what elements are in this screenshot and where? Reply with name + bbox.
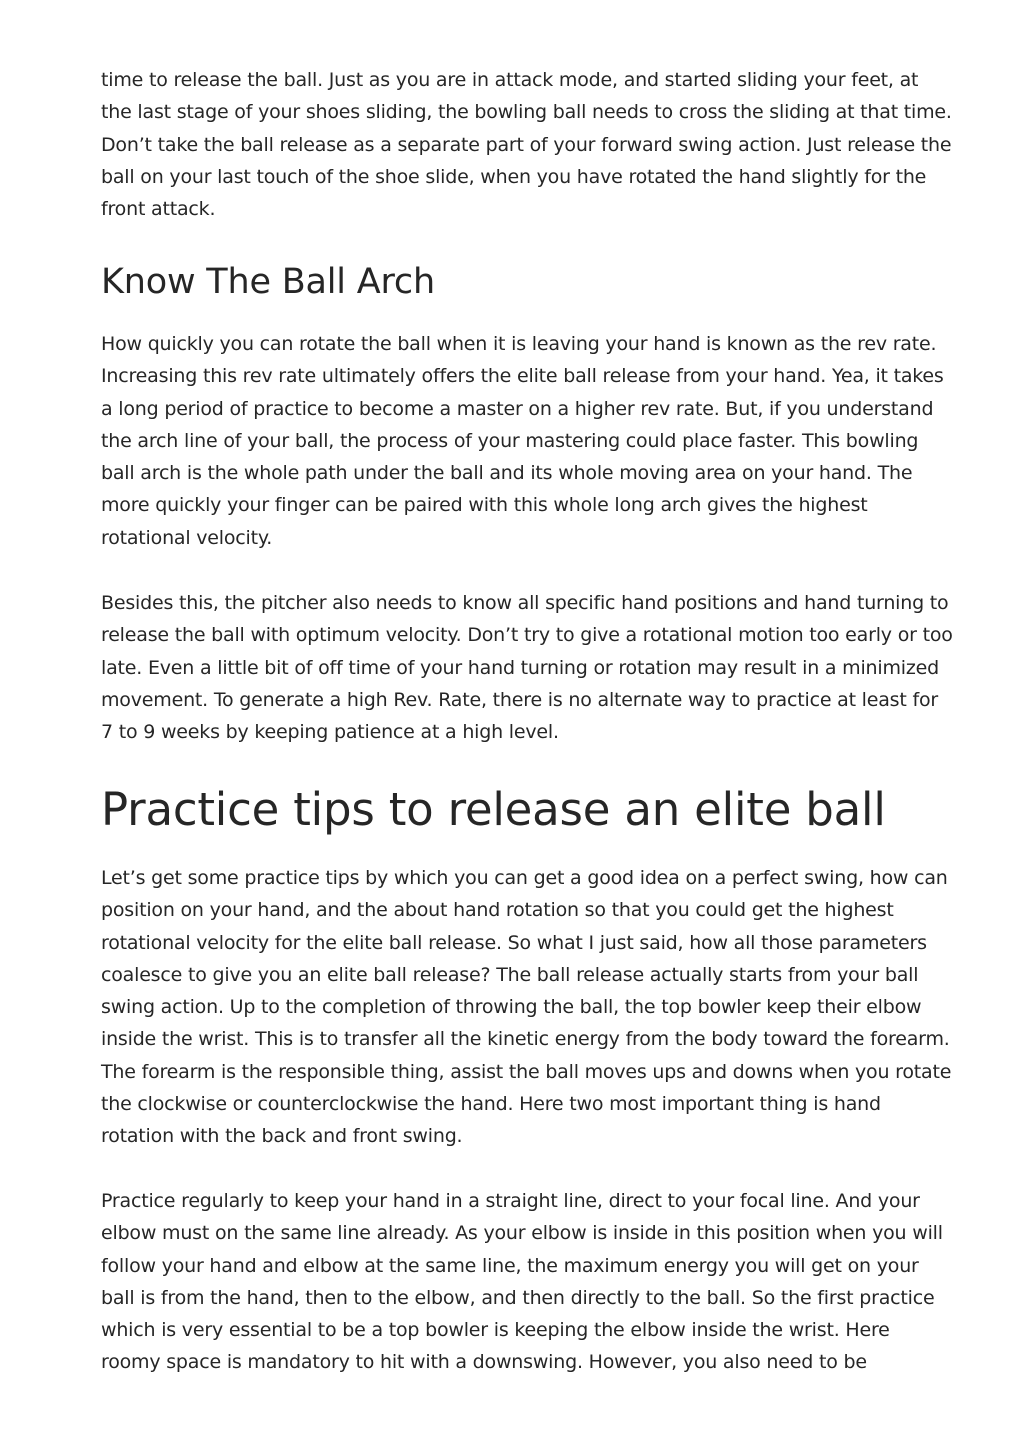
practice-paragraph-1: Let’s get some practice tips by which you can get a good idea on a perfect swing, how can position on your hand, and the about hand rotation so that you could get the highest rotational velocity for the elite ball release. So what I just said, how all those parameters coalesce to give you an elite ball release? The ball release actually starts from your ball swing action. Up to the completion of throwing the ball, the top bowler keep their elbow inside the wrist. This is to transfer all the kinetic energy from the body toward the forearm. The forearm is the responsible thing, assist the ball moves ups and downs when you rotate the clockwise or counterclockwise the hand. Here two most important thing is hand rotation with the back and front swing.: [101, 867, 952, 1148]
intro-paragraph: time to release the ball. Just as you are in attack mode, and started sliding your feet, at the last stage of your shoes sliding, the bowling ball needs to cross the sliding at that time. Don’t take the ball release as a separate part of your forward swing action. Just release the ball on your last touch of the shoe slide, when you have rotated the hand slightly for the front attack.: [101, 69, 952, 221]
section-heading-practice-tips: Practice tips to release an elite ball: [101, 783, 886, 836]
ball-arch-paragraph-2: Besides this, the pitcher also needs to know all specific hand positions and hand turning to release the ball with optimum velocity. Don’t try to give a rotational motion too early or too late. Even a little bit of off time of your hand turning or rotation may result in a minimized movement. To generate a high Rev. Rate, there is no alternate way to practice at least for 7 to 9 weeks by keeping patience at a high level.: [101, 592, 953, 744]
ball-arch-paragraph-1: How quickly you can rotate the ball when it is leaving your hand is known as the rev rate. Increasing this rev rate ultimately offers the elite ball release from your hand. Yea, it takes a long period of practice to become a master on a higher rev rate. But, if you understand the arch line of your ball, the process of your mastering could place faster. This bowling ball arch is the whole path under the ball and its whole moving area on your hand. The more quickly your finger can be paired with this whole long arch gives the highest rotational velocity.: [101, 333, 944, 549]
section-heading-ball-arch: Know The Ball Arch: [101, 262, 435, 302]
practice-paragraph-2: Practice regularly to keep your hand in a straight line, direct to your focal line. And your elbow must on the same line already. As your elbow is inside in this position when you will follow your hand and elbow at the same line, the maximum energy you will get on your ball is from the hand, then to the elbow, and then directly to the ball. So the first practice which is very essential to be a top bowler is keeping the elbow inside the wrist. Here roomy space is mandatory to hit with a downswing. However, you also need to be: [101, 1190, 943, 1374]
